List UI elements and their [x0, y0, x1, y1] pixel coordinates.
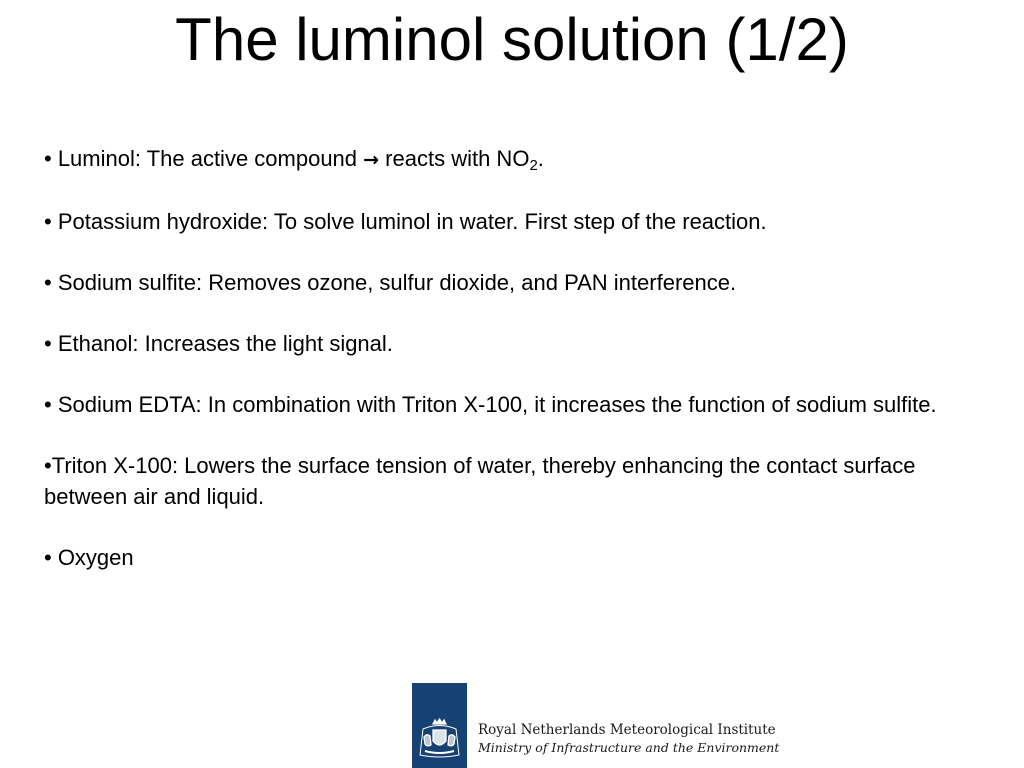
bullet-oxygen: • Oxygen — [44, 545, 134, 570]
bullet-sodium-edta: • Sodium EDTA: In combination with Triton X-100, it increases the function of sodium sulfite. — [44, 392, 937, 417]
subscript-2: 2 — [529, 157, 538, 174]
bullet-triton: •Triton X-100: Lowers the surface tension of water, thereby enhancing the contact surface between air and liquid. — [44, 453, 916, 509]
organization-name: Royal Netherlands Meteorological Institute — [478, 722, 776, 738]
bullet-luminol-text: • Luminol: The active compound — [44, 146, 364, 171]
ministry-name: Ministry of Infrastructure and the Environment — [478, 740, 780, 755]
organization-text — [478, 721, 779, 757]
bullet-luminol-reacts: reacts with NO — [379, 146, 530, 171]
bullet-luminol-period: . — [537, 146, 544, 171]
bullet-sodium-sulfite: • Sodium sulfite: Removes ozone, sulfur dioxide, and PAN interference. — [44, 270, 737, 295]
coat-of-arms-logo — [412, 683, 467, 768]
bullet-ethanol: • Ethanol: Increases the light signal. — [44, 331, 393, 356]
coat-of-arms-icon — [415, 717, 464, 761]
bullet-list — [44, 143, 984, 603]
slide-title: The luminol solution (1/2) — [175, 6, 849, 73]
bullet-luminol — [44, 143, 984, 176]
bullet-potassium-hydroxide: • Potassium hydroxide: To solve luminol in water. First step of the reaction. — [44, 209, 767, 234]
right-arrow-icon: → — [363, 149, 380, 171]
